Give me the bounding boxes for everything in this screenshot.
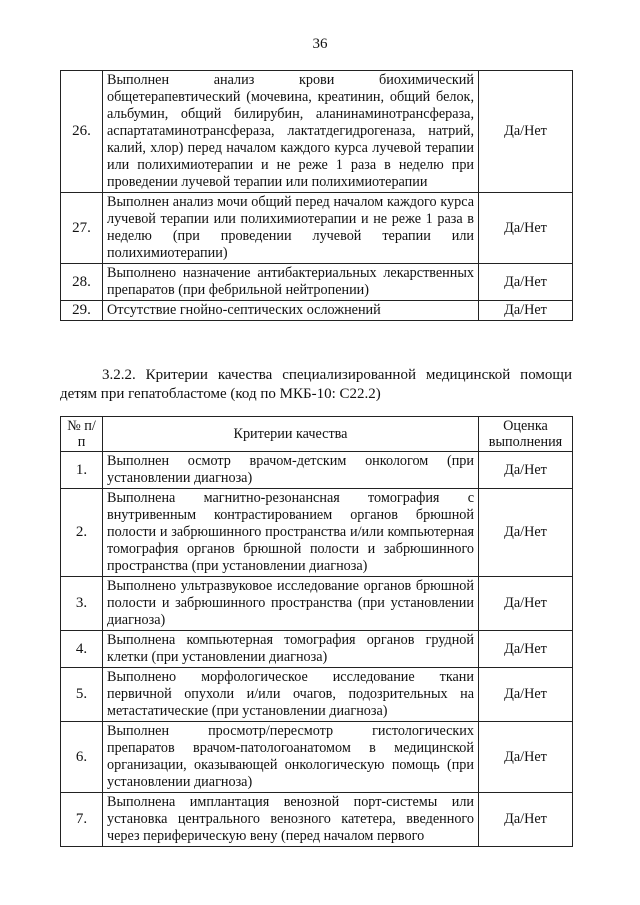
table-row xyxy=(61,452,573,489)
row-number: 29. xyxy=(61,301,103,321)
criterion-text: Выполнен просмотр/пересмотр гистологических препаратов врачом-патологоанатомом в медицинской организации, оказывающей онкологическую помощь (при установлении диагноза) xyxy=(103,722,479,793)
row-number: 28. xyxy=(61,264,103,301)
criterion-text: Выполнена магнитно-резонансная томография с внутривенным контрастированием органов брюшной полости и забрюшинного пространства и/или компьютерная томография органов брюшной полости и забрюшинного пространства (при установлении диагноза) xyxy=(103,489,479,577)
assessment-value: Да/Нет xyxy=(479,264,573,301)
criterion-text: Выполнена компьютерная томография органов грудной клетки (при установлении диагноза) xyxy=(103,631,479,668)
table-row xyxy=(61,668,573,722)
row-number: 2. xyxy=(61,489,103,577)
criterion-text: Выполнено морфологическое исследование ткани первичной опухоли и/или очагов, подозрительных на метастатические (при установлении диагноза) xyxy=(103,668,479,722)
criterion-text: Выполнен осмотр врачом-детским онкологом (при установлении диагноза) xyxy=(103,452,479,489)
header-number: № п/п xyxy=(61,417,103,452)
row-number: 7. xyxy=(61,793,103,847)
criterion-text: Выполнен анализ крови биохимический общетерапевтический (мочевина, креатинин, общий белок, альбумин, общий билирубин, аланинаминотрансфераза, аспартатаминотрансфераза, лактатдегидрогеназа, натрий, калий, хлор) перед началом каждого курса лучевой терапии или полихимиотерапии и не реже 1 раза в неделю при проведении лучевой терапии или полихимиотерапии xyxy=(103,71,479,193)
table-row xyxy=(61,264,573,301)
section-heading: 3.2.2. Критерии качества специализированной медицинской помощи детям при гепатобластоме (код по МКБ-10: C22.2) xyxy=(60,367,572,402)
criterion-text: Выполнен анализ мочи общий перед началом каждого курса лучевой терапии или полихимиотерапии и не реже 1 раза в неделю (при проведении лучевой терапии или полихимиотерапии) xyxy=(103,193,479,264)
row-number: 6. xyxy=(61,722,103,793)
assessment-value: Да/Нет xyxy=(479,668,573,722)
table-row xyxy=(61,631,573,668)
criterion-text: Отсутствие гнойно-септических осложнений xyxy=(103,301,479,321)
criterion-text: Выполнена имплантация венозной порт-системы или установка центрального венозного катетера, введенного через периферическую вену (перед началом первого xyxy=(103,793,479,847)
row-number: 3. xyxy=(61,577,103,631)
assessment-value: Да/Нет xyxy=(479,71,573,193)
header-criteria: Критерии качества xyxy=(103,417,479,452)
row-number: 1. xyxy=(61,452,103,489)
table-row xyxy=(61,793,573,847)
assessment-value: Да/Нет xyxy=(479,489,573,577)
table-header-row xyxy=(61,417,573,452)
table-row xyxy=(61,489,573,577)
criterion-text: Выполнено ультразвуковое исследование органов брюшной полости и забрюшинного пространства (при установлении диагноза) xyxy=(103,577,479,631)
row-number: 26. xyxy=(61,71,103,193)
criteria-table xyxy=(60,416,573,847)
criterion-text: Выполнено назначение антибактериальных лекарственных препаратов (при фебрильной нейтропении) xyxy=(103,264,479,301)
assessment-value: Да/Нет xyxy=(479,301,573,321)
assessment-value: Да/Нет xyxy=(479,631,573,668)
criteria-table-continuation xyxy=(60,70,573,321)
assessment-value: Да/Нет xyxy=(479,452,573,489)
assessment-value: Да/Нет xyxy=(479,722,573,793)
row-number: 5. xyxy=(61,668,103,722)
row-number: 27. xyxy=(61,193,103,264)
assessment-value: Да/Нет xyxy=(479,193,573,264)
table-row xyxy=(61,722,573,793)
page-number: 36 xyxy=(312,36,328,52)
assessment-value: Да/Нет xyxy=(479,577,573,631)
table-row xyxy=(61,577,573,631)
row-number: 4. xyxy=(61,631,103,668)
assessment-value: Да/Нет xyxy=(479,793,573,847)
table-row xyxy=(61,193,573,264)
table-row xyxy=(61,301,573,321)
table-row xyxy=(61,71,573,193)
header-assessment: Оценка выполнения xyxy=(479,417,573,452)
